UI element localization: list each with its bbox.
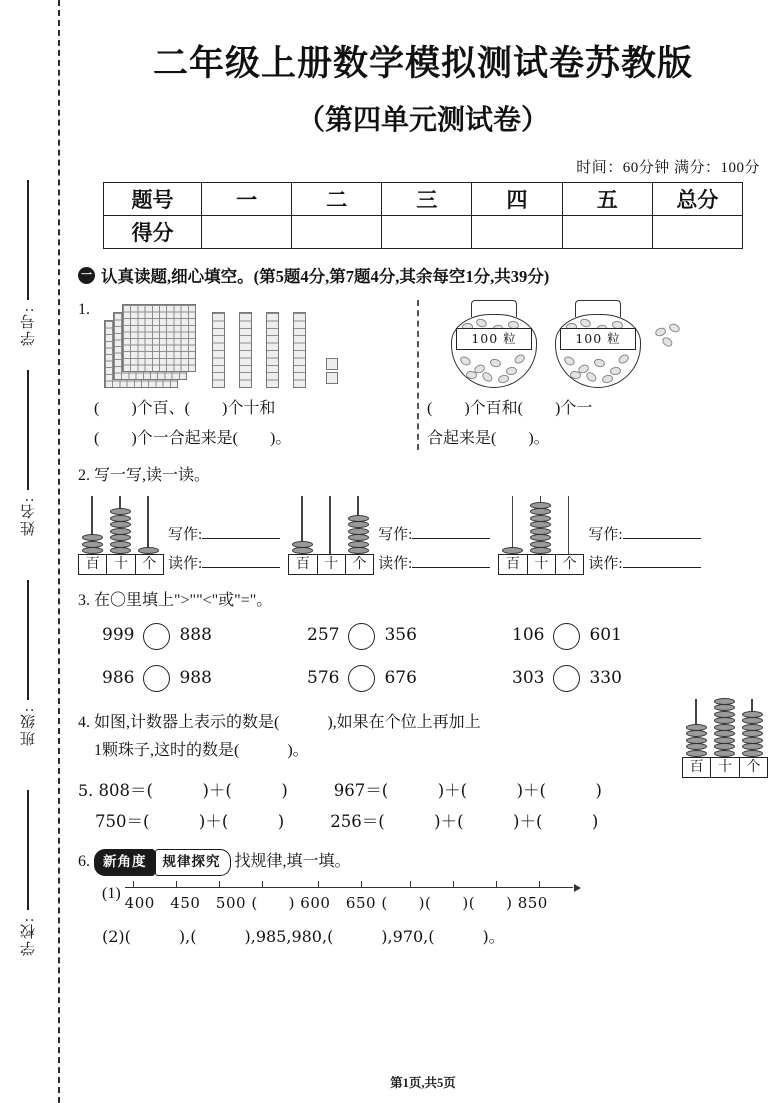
margin-student-fields xyxy=(0,180,56,1080)
margin-rule-line xyxy=(27,580,29,700)
margin-rule-line xyxy=(27,790,29,910)
score-table xyxy=(103,182,743,249)
margin-field-label: 学校: xyxy=(20,916,37,957)
margin-rule-line xyxy=(27,180,29,300)
question-5-label: 5. xyxy=(78,780,94,800)
abacus-icon xyxy=(288,500,372,578)
place-label-ones: 个 xyxy=(740,758,767,777)
abacus-beads-tens xyxy=(714,698,735,757)
place-label-hundreds: 百 xyxy=(79,555,107,574)
question-3 xyxy=(78,587,768,707)
compare-left-number: 257 xyxy=(307,625,340,646)
place-label-tens: 十 xyxy=(107,555,135,574)
question-1-left xyxy=(78,296,413,453)
write-read-lines-3 xyxy=(588,521,700,578)
score-cell-1[interactable] xyxy=(202,216,292,249)
exam-meta-info: 时间：60分钟 满分：100分 xyxy=(576,160,760,176)
base-ten-blocks-figure xyxy=(90,296,338,388)
tens-rod-icon xyxy=(239,312,252,388)
bean-jars-figure xyxy=(427,296,747,388)
place-label-tens: 十 xyxy=(711,758,739,777)
compare-pair xyxy=(307,664,512,694)
write-read-lines-2 xyxy=(378,521,490,578)
abacus-place-frame xyxy=(78,554,164,575)
compare-answer-circle[interactable] xyxy=(143,623,170,650)
question-6-label: 6. xyxy=(78,853,90,871)
score-cell-total[interactable] xyxy=(652,216,742,249)
abacus-place-frame xyxy=(498,554,584,575)
question-5-expression-b1: 967＝( )＋( )＋( ) xyxy=(333,780,602,800)
abacus-beads-hundreds xyxy=(292,541,313,554)
write-answer-blank[interactable] xyxy=(623,523,701,539)
question-2-text: 写一写,读一读。 xyxy=(94,467,211,485)
compare-column-3 xyxy=(512,621,717,707)
write-label: 写作: xyxy=(588,527,623,544)
compare-answer-circle[interactable] xyxy=(553,665,580,692)
compare-answer-circle[interactable] xyxy=(348,665,375,692)
read-label: 读作: xyxy=(168,555,203,572)
number-line-figure xyxy=(125,880,580,914)
page-subtitle: （第四单元测试卷） xyxy=(296,103,549,136)
question-1-label: 1. xyxy=(78,301,90,318)
compare-right-number: 601 xyxy=(589,625,622,646)
read-answer-blank[interactable] xyxy=(412,552,490,568)
margin-field-label: 班级: xyxy=(20,706,37,747)
margin-field-label: 学号: xyxy=(20,306,37,347)
compare-answer-circle[interactable] xyxy=(553,623,580,650)
question-1-left-line1: ( )个百、( )个十和 xyxy=(94,400,276,417)
jar-icon xyxy=(549,300,645,388)
question-5-expression-a2: 750＝( )＋( ) xyxy=(95,811,285,831)
question-1-right-line2: 合起来是( )。 xyxy=(427,429,550,447)
abacus-icon xyxy=(682,703,766,781)
score-table-score-label: 得分 xyxy=(104,216,202,249)
compare-right-number: 356 xyxy=(384,625,417,646)
score-table-col-4: 四 xyxy=(472,183,562,216)
abacus-beads-ones xyxy=(348,515,369,554)
place-label-hundreds: 百 xyxy=(683,758,711,777)
abacus-beads-tens xyxy=(110,509,131,555)
compare-answer-circle[interactable] xyxy=(143,665,170,692)
compare-right-number: 888 xyxy=(179,625,212,646)
question-1-right xyxy=(427,296,747,453)
question-6-sequence-2: ( ),( ),985,980,( ),970,( )。 xyxy=(124,927,505,947)
write-label: 写作: xyxy=(168,527,203,544)
question-4-line2: 1颗珠子,这时的数是( )。 xyxy=(94,741,309,759)
margin-field-xuexiao xyxy=(0,790,56,956)
question-3-label: 3. xyxy=(78,592,90,610)
question-2 xyxy=(78,462,768,578)
loose-seeds-icon xyxy=(653,322,697,362)
compare-right-number: 988 xyxy=(179,667,212,688)
question-5-row-2 xyxy=(78,808,768,837)
tens-rod-icon xyxy=(212,312,225,388)
write-answer-blank[interactable] xyxy=(202,523,280,539)
section-number-badge: 一 xyxy=(78,267,95,284)
compare-column-2 xyxy=(307,621,512,707)
score-table-col-total: 总分 xyxy=(652,183,742,216)
question-4 xyxy=(78,709,768,775)
question-1-right-line1: ( )个百和( )个一 xyxy=(427,400,593,417)
score-cell-4[interactable] xyxy=(472,216,562,249)
compare-left-number: 303 xyxy=(512,667,545,688)
place-label-tens: 十 xyxy=(528,555,556,574)
score-table-header-label: 题号 xyxy=(104,183,202,216)
score-table-col-2: 二 xyxy=(292,183,382,216)
place-label-ones: 个 xyxy=(556,555,583,574)
jar-label: 100 粒 xyxy=(560,328,636,350)
abacus-place-frame xyxy=(682,757,768,778)
question-2-label: 2. xyxy=(78,467,90,485)
compare-left-number: 576 xyxy=(307,667,340,688)
compare-pair xyxy=(102,664,307,694)
score-table-col-1: 一 xyxy=(202,183,292,216)
score-table-col-5: 五 xyxy=(562,183,652,216)
abacus-icon xyxy=(78,500,162,578)
abacus-icon xyxy=(498,500,582,578)
compare-pair xyxy=(307,621,512,651)
compare-left-number: 106 xyxy=(512,625,545,646)
question-1-left-line2: ( )个一合起来是( )。 xyxy=(94,429,292,447)
question-5-row-1 xyxy=(78,777,768,806)
compare-pair xyxy=(512,621,717,651)
page-footer: 第1页,共5页 xyxy=(390,1076,456,1090)
jar-icon xyxy=(445,300,541,388)
question-1-divider xyxy=(417,300,419,450)
badge-pattern-exploration: 规律探究 xyxy=(155,849,231,876)
section-heading xyxy=(78,263,768,287)
table-row-scores xyxy=(104,216,743,249)
question-6-text: 找规律,填一填。 xyxy=(234,853,351,871)
ones-units-icon xyxy=(326,358,338,384)
question-4-line1: 如图,计数器上表示的数是( ),如果在个位上再加上 xyxy=(94,713,481,731)
question-1 xyxy=(78,296,768,453)
tens-rod-icon xyxy=(293,312,306,388)
question-5 xyxy=(78,777,768,837)
badge-new-angle: 新角度 xyxy=(94,849,155,876)
place-label-hundreds: 百 xyxy=(499,555,527,574)
abacus-unit-1 xyxy=(78,500,280,578)
compare-pair xyxy=(512,664,717,694)
read-label: 读作: xyxy=(378,555,413,572)
jar-label: 100 粒 xyxy=(456,328,532,350)
place-label-ones: 个 xyxy=(346,555,373,574)
place-label-tens: 十 xyxy=(318,555,346,574)
question-3-text: 在〇里填上">""<"或"="。 xyxy=(94,592,273,610)
score-cell-2[interactable] xyxy=(292,216,382,249)
question-6 xyxy=(78,848,768,951)
compare-right-number: 330 xyxy=(589,667,622,688)
question-2-abacus-group xyxy=(78,500,768,578)
compare-left-number: 986 xyxy=(102,667,135,688)
abacus-beads-tens xyxy=(530,502,551,554)
write-answer-blank[interactable] xyxy=(412,523,490,539)
margin-field-xuehao xyxy=(0,180,56,346)
score-cell-5[interactable] xyxy=(562,216,652,249)
margin-field-xingming xyxy=(0,370,56,536)
margin-rule-line xyxy=(27,370,29,490)
abacus-beads-ones xyxy=(742,711,763,757)
place-label-hundreds: 百 xyxy=(289,555,317,574)
abacus-unit-2 xyxy=(288,500,490,578)
question-6-sub2-label: (2) xyxy=(102,927,125,947)
read-label: 读作: xyxy=(588,555,623,572)
read-answer-blank[interactable] xyxy=(623,552,701,568)
score-cell-3[interactable] xyxy=(382,216,472,249)
compare-left-number: 999 xyxy=(102,625,135,646)
cut-dashed-line xyxy=(58,0,60,1103)
question-4-label: 4. xyxy=(78,713,90,731)
page-title: 二年级上册数学模拟测试卷苏教版 xyxy=(152,43,693,84)
write-read-lines-1 xyxy=(168,521,280,578)
exam-page xyxy=(78,0,768,1103)
compare-answer-circle[interactable] xyxy=(348,623,375,650)
tens-rod-icon xyxy=(266,312,279,388)
compare-right-number: 676 xyxy=(384,667,417,688)
question-5-expression-b2: 256＝( )＋( )＋( ) xyxy=(330,811,599,831)
abacus-beads-hundreds xyxy=(82,535,103,555)
compare-column-1 xyxy=(102,621,307,707)
read-answer-blank[interactable] xyxy=(202,552,280,568)
abacus-beads-hundreds xyxy=(686,724,707,757)
score-table-col-3: 三 xyxy=(382,183,472,216)
section-heading-text: 认真读题,细心填空。(第5题4分,第7题4分,其余每空1分,共39分) xyxy=(101,267,550,286)
compare-pair xyxy=(102,621,307,651)
abacus-unit-3 xyxy=(498,500,700,578)
question-6-sub1-label: (1) xyxy=(102,885,121,903)
margin-field-label: 姓名: xyxy=(20,496,37,537)
place-label-ones: 个 xyxy=(136,555,163,574)
abacus-place-frame xyxy=(288,554,374,575)
question-4-abacus xyxy=(682,703,766,781)
hundreds-flats-icon xyxy=(104,300,198,388)
write-label: 写作: xyxy=(378,527,413,544)
margin-field-banji xyxy=(0,580,56,746)
question-5-expression-a1: 808＝( )＋( ) xyxy=(98,780,288,800)
table-row-header xyxy=(104,183,743,216)
abacus-beads-ones xyxy=(138,548,159,555)
abacus-beads-hundreds xyxy=(502,548,523,555)
number-line-sequence: 400 450 500 ( ) 600 650 ( )( )( ) 850 xyxy=(124,894,548,913)
